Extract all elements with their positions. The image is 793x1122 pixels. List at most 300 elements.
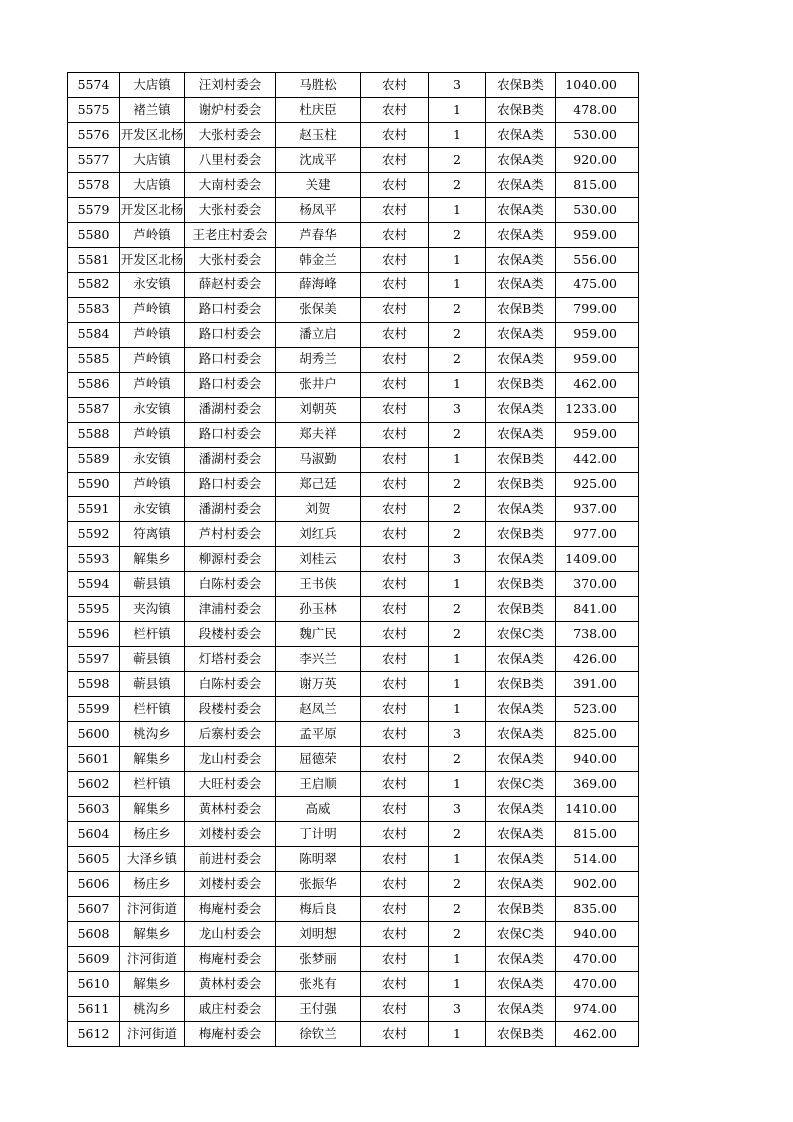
household-count-cell: 2 bbox=[429, 222, 486, 247]
serial-cell: 5592 bbox=[68, 522, 120, 547]
village-cell: 白陈村委会 bbox=[185, 572, 276, 597]
insurance-category-cell: 农保A类 bbox=[486, 147, 556, 172]
village-cell: 芦村村委会 bbox=[185, 522, 276, 547]
area-type-cell: 农村 bbox=[361, 822, 429, 847]
person-name-cell: 陈明翠 bbox=[276, 847, 361, 872]
town-cell: 芦岭镇 bbox=[120, 347, 185, 372]
village-cell: 刘楼村委会 bbox=[185, 822, 276, 847]
amount-cell: 462.00 bbox=[556, 1021, 639, 1046]
area-type-cell: 农村 bbox=[361, 397, 429, 422]
person-name-cell: 王付强 bbox=[276, 996, 361, 1021]
serial-cell: 5601 bbox=[68, 747, 120, 772]
household-count-cell: 2 bbox=[429, 522, 486, 547]
town-cell: 芦岭镇 bbox=[120, 297, 185, 322]
area-type-cell: 农村 bbox=[361, 872, 429, 897]
person-name-cell: 孙玉林 bbox=[276, 597, 361, 622]
household-count-cell: 2 bbox=[429, 822, 486, 847]
table-row bbox=[68, 497, 639, 522]
serial-cell: 5610 bbox=[68, 971, 120, 996]
area-type-cell: 农村 bbox=[361, 347, 429, 372]
insurance-category-cell: 农保B类 bbox=[486, 73, 556, 98]
insurance-category-cell: 农保C类 bbox=[486, 921, 556, 946]
village-cell: 柳源村委会 bbox=[185, 547, 276, 572]
person-name-cell: 刘桂云 bbox=[276, 547, 361, 572]
household-count-cell: 1 bbox=[429, 247, 486, 272]
amount-cell: 462.00 bbox=[556, 372, 639, 397]
household-count-cell: 1 bbox=[429, 272, 486, 297]
table-row bbox=[68, 372, 639, 397]
serial-cell: 5578 bbox=[68, 172, 120, 197]
village-cell: 黄林村委会 bbox=[185, 971, 276, 996]
table-row bbox=[68, 447, 639, 472]
table-row bbox=[68, 722, 639, 747]
town-cell: 桃沟乡 bbox=[120, 722, 185, 747]
area-type-cell: 农村 bbox=[361, 172, 429, 197]
household-count-cell: 2 bbox=[429, 172, 486, 197]
person-name-cell: 谢万英 bbox=[276, 672, 361, 697]
amount-cell: 738.00 bbox=[556, 622, 639, 647]
table-row bbox=[68, 747, 639, 772]
insurance-category-cell: 农保B类 bbox=[486, 522, 556, 547]
table-row bbox=[68, 522, 639, 547]
town-cell: 开发区北杨 bbox=[120, 247, 185, 272]
village-cell: 龙山村委会 bbox=[185, 921, 276, 946]
household-count-cell: 2 bbox=[429, 147, 486, 172]
insurance-category-cell: 农保A类 bbox=[486, 172, 556, 197]
insurance-category-cell: 农保A类 bbox=[486, 322, 556, 347]
village-cell: 大张村委会 bbox=[185, 247, 276, 272]
person-name-cell: 赵凤兰 bbox=[276, 697, 361, 722]
insurance-category-cell: 农保B类 bbox=[486, 447, 556, 472]
area-type-cell: 农村 bbox=[361, 422, 429, 447]
insurance-category-cell: 农保B类 bbox=[486, 572, 556, 597]
amount-cell: 940.00 bbox=[556, 747, 639, 772]
village-cell: 刘楼村委会 bbox=[185, 872, 276, 897]
area-type-cell: 农村 bbox=[361, 772, 429, 797]
serial-cell: 5593 bbox=[68, 547, 120, 572]
insurance-category-cell: 农保A类 bbox=[486, 822, 556, 847]
village-cell: 段楼村委会 bbox=[185, 697, 276, 722]
table-row bbox=[68, 222, 639, 247]
town-cell: 大店镇 bbox=[120, 172, 185, 197]
area-type-cell: 农村 bbox=[361, 996, 429, 1021]
household-count-cell: 1 bbox=[429, 447, 486, 472]
town-cell: 杨庄乡 bbox=[120, 872, 185, 897]
village-cell: 段楼村委会 bbox=[185, 622, 276, 647]
town-cell: 蕲县镇 bbox=[120, 572, 185, 597]
amount-cell: 902.00 bbox=[556, 872, 639, 897]
village-cell: 潘湖村委会 bbox=[185, 447, 276, 472]
town-cell: 汴河街道 bbox=[120, 1021, 185, 1046]
area-type-cell: 农村 bbox=[361, 722, 429, 747]
village-cell: 路口村委会 bbox=[185, 372, 276, 397]
area-type-cell: 农村 bbox=[361, 547, 429, 572]
town-cell: 开发区北杨 bbox=[120, 122, 185, 147]
table-row bbox=[68, 872, 639, 897]
serial-cell: 5585 bbox=[68, 347, 120, 372]
insurance-category-cell: 农保C类 bbox=[486, 772, 556, 797]
table-row bbox=[68, 122, 639, 147]
amount-cell: 556.00 bbox=[556, 247, 639, 272]
household-count-cell: 1 bbox=[429, 122, 486, 147]
serial-cell: 5605 bbox=[68, 847, 120, 872]
amount-cell: 977.00 bbox=[556, 522, 639, 547]
town-cell: 大泽乡镇 bbox=[120, 847, 185, 872]
table-row bbox=[68, 73, 639, 98]
person-name-cell: 王启顺 bbox=[276, 772, 361, 797]
person-name-cell: 王书侠 bbox=[276, 572, 361, 597]
town-cell: 开发区北杨 bbox=[120, 197, 185, 222]
amount-cell: 815.00 bbox=[556, 822, 639, 847]
village-cell: 汪刘村委会 bbox=[185, 73, 276, 98]
person-name-cell: 韩金兰 bbox=[276, 247, 361, 272]
amount-cell: 920.00 bbox=[556, 147, 639, 172]
amount-cell: 925.00 bbox=[556, 472, 639, 497]
serial-cell: 5590 bbox=[68, 472, 120, 497]
area-type-cell: 农村 bbox=[361, 322, 429, 347]
table-row bbox=[68, 772, 639, 797]
person-name-cell: 刘朝英 bbox=[276, 397, 361, 422]
town-cell: 栏杆镇 bbox=[120, 772, 185, 797]
village-cell: 后寨村委会 bbox=[185, 722, 276, 747]
household-count-cell: 2 bbox=[429, 896, 486, 921]
household-count-cell: 2 bbox=[429, 872, 486, 897]
person-name-cell: 芦春华 bbox=[276, 222, 361, 247]
person-name-cell: 李兴兰 bbox=[276, 647, 361, 672]
serial-cell: 5612 bbox=[68, 1021, 120, 1046]
town-cell: 杨庄乡 bbox=[120, 822, 185, 847]
serial-cell: 5598 bbox=[68, 672, 120, 697]
town-cell: 汴河街道 bbox=[120, 896, 185, 921]
area-type-cell: 农村 bbox=[361, 847, 429, 872]
household-count-cell: 2 bbox=[429, 747, 486, 772]
amount-cell: 470.00 bbox=[556, 971, 639, 996]
person-name-cell: 张振华 bbox=[276, 872, 361, 897]
insurance-category-cell: 农保A类 bbox=[486, 422, 556, 447]
person-name-cell: 郑夫祥 bbox=[276, 422, 361, 447]
insurance-category-cell: 农保A类 bbox=[486, 722, 556, 747]
serial-cell: 5600 bbox=[68, 722, 120, 747]
table-row bbox=[68, 147, 639, 172]
village-cell: 潘湖村委会 bbox=[185, 497, 276, 522]
insurance-category-cell: 农保A类 bbox=[486, 547, 556, 572]
household-count-cell: 1 bbox=[429, 572, 486, 597]
insurance-category-cell: 农保A类 bbox=[486, 197, 556, 222]
area-type-cell: 农村 bbox=[361, 697, 429, 722]
table-row bbox=[68, 472, 639, 497]
town-cell: 永安镇 bbox=[120, 447, 185, 472]
serial-cell: 5609 bbox=[68, 946, 120, 971]
area-type-cell: 农村 bbox=[361, 622, 429, 647]
amount-cell: 530.00 bbox=[556, 197, 639, 222]
insurance-category-cell: 农保A类 bbox=[486, 397, 556, 422]
table-row bbox=[68, 946, 639, 971]
serial-cell: 5580 bbox=[68, 222, 120, 247]
town-cell: 栏杆镇 bbox=[120, 622, 185, 647]
table-row bbox=[68, 247, 639, 272]
person-name-cell: 沈成平 bbox=[276, 147, 361, 172]
village-cell: 梅庵村委会 bbox=[185, 896, 276, 921]
area-type-cell: 农村 bbox=[361, 472, 429, 497]
village-cell: 谢炉村委会 bbox=[185, 97, 276, 122]
table-row bbox=[68, 1021, 639, 1046]
amount-cell: 974.00 bbox=[556, 996, 639, 1021]
area-type-cell: 农村 bbox=[361, 747, 429, 772]
table-row bbox=[68, 622, 639, 647]
area-type-cell: 农村 bbox=[361, 372, 429, 397]
village-cell: 梅庵村委会 bbox=[185, 1021, 276, 1046]
area-type-cell: 农村 bbox=[361, 97, 429, 122]
serial-cell: 5608 bbox=[68, 921, 120, 946]
table-row bbox=[68, 971, 639, 996]
area-type-cell: 农村 bbox=[361, 447, 429, 472]
amount-cell: 841.00 bbox=[556, 597, 639, 622]
roster-body bbox=[68, 73, 639, 1047]
serial-cell: 5602 bbox=[68, 772, 120, 797]
town-cell: 夹沟镇 bbox=[120, 597, 185, 622]
table-row bbox=[68, 422, 639, 447]
village-cell: 灯塔村委会 bbox=[185, 647, 276, 672]
serial-cell: 5588 bbox=[68, 422, 120, 447]
town-cell: 永安镇 bbox=[120, 397, 185, 422]
household-count-cell: 1 bbox=[429, 672, 486, 697]
household-count-cell: 3 bbox=[429, 73, 486, 98]
village-cell: 大张村委会 bbox=[185, 197, 276, 222]
area-type-cell: 农村 bbox=[361, 222, 429, 247]
town-cell: 大店镇 bbox=[120, 147, 185, 172]
amount-cell: 959.00 bbox=[556, 322, 639, 347]
area-type-cell: 农村 bbox=[361, 122, 429, 147]
town-cell: 大店镇 bbox=[120, 73, 185, 98]
town-cell: 永安镇 bbox=[120, 272, 185, 297]
serial-cell: 5583 bbox=[68, 297, 120, 322]
insurance-category-cell: 农保A类 bbox=[486, 996, 556, 1021]
village-cell: 路口村委会 bbox=[185, 322, 276, 347]
area-type-cell: 农村 bbox=[361, 247, 429, 272]
table-row bbox=[68, 397, 639, 422]
table-row bbox=[68, 547, 639, 572]
person-name-cell: 刘贺 bbox=[276, 497, 361, 522]
table-row bbox=[68, 572, 639, 597]
insurance-category-cell: 农保A类 bbox=[486, 872, 556, 897]
amount-cell: 369.00 bbox=[556, 772, 639, 797]
insurance-category-cell: 农保A类 bbox=[486, 847, 556, 872]
amount-cell: 1233.00 bbox=[556, 397, 639, 422]
household-count-cell: 2 bbox=[429, 597, 486, 622]
person-name-cell: 徐钦兰 bbox=[276, 1021, 361, 1046]
insurance-category-cell: 农保A类 bbox=[486, 122, 556, 147]
serial-cell: 5603 bbox=[68, 797, 120, 822]
table-row bbox=[68, 347, 639, 372]
insurance-category-cell: 农保B类 bbox=[486, 97, 556, 122]
table-row bbox=[68, 297, 639, 322]
serial-cell: 5587 bbox=[68, 397, 120, 422]
amount-cell: 1409.00 bbox=[556, 547, 639, 572]
amount-cell: 799.00 bbox=[556, 297, 639, 322]
person-name-cell: 赵玉柱 bbox=[276, 122, 361, 147]
village-cell: 前进村委会 bbox=[185, 847, 276, 872]
insurance-category-cell: 农保A类 bbox=[486, 222, 556, 247]
person-name-cell: 张兆有 bbox=[276, 971, 361, 996]
person-name-cell: 杜庆臣 bbox=[276, 97, 361, 122]
town-cell: 解集乡 bbox=[120, 747, 185, 772]
insurance-category-cell: 农保A类 bbox=[486, 497, 556, 522]
insurance-category-cell: 农保A类 bbox=[486, 347, 556, 372]
amount-cell: 959.00 bbox=[556, 422, 639, 447]
insurance-category-cell: 农保B类 bbox=[486, 372, 556, 397]
household-count-cell: 2 bbox=[429, 422, 486, 447]
serial-cell: 5584 bbox=[68, 322, 120, 347]
person-name-cell: 胡秀兰 bbox=[276, 347, 361, 372]
village-cell: 梅庵村委会 bbox=[185, 946, 276, 971]
person-name-cell: 高威 bbox=[276, 797, 361, 822]
household-count-cell: 3 bbox=[429, 797, 486, 822]
area-type-cell: 农村 bbox=[361, 896, 429, 921]
person-name-cell: 刘红兵 bbox=[276, 522, 361, 547]
town-cell: 解集乡 bbox=[120, 921, 185, 946]
person-name-cell: 张井户 bbox=[276, 372, 361, 397]
insurance-category-cell: 农保A类 bbox=[486, 647, 556, 672]
person-name-cell: 刘明想 bbox=[276, 921, 361, 946]
serial-cell: 5575 bbox=[68, 97, 120, 122]
person-name-cell: 梅后良 bbox=[276, 896, 361, 921]
table-row bbox=[68, 797, 639, 822]
household-count-cell: 2 bbox=[429, 497, 486, 522]
area-type-cell: 农村 bbox=[361, 497, 429, 522]
table-row bbox=[68, 597, 639, 622]
amount-cell: 815.00 bbox=[556, 172, 639, 197]
village-cell: 路口村委会 bbox=[185, 297, 276, 322]
household-count-cell: 1 bbox=[429, 946, 486, 971]
person-name-cell: 薛海峰 bbox=[276, 272, 361, 297]
amount-cell: 514.00 bbox=[556, 847, 639, 872]
area-type-cell: 农村 bbox=[361, 572, 429, 597]
area-type-cell: 农村 bbox=[361, 946, 429, 971]
insurance-category-cell: 农保A类 bbox=[486, 946, 556, 971]
household-count-cell: 3 bbox=[429, 722, 486, 747]
amount-cell: 937.00 bbox=[556, 497, 639, 522]
person-name-cell: 马胜松 bbox=[276, 73, 361, 98]
town-cell: 蕲县镇 bbox=[120, 672, 185, 697]
person-name-cell: 潘立启 bbox=[276, 322, 361, 347]
amount-cell: 470.00 bbox=[556, 946, 639, 971]
household-count-cell: 3 bbox=[429, 547, 486, 572]
village-cell: 戚庄村委会 bbox=[185, 996, 276, 1021]
household-count-cell: 2 bbox=[429, 347, 486, 372]
serial-cell: 5606 bbox=[68, 872, 120, 897]
table-row bbox=[68, 322, 639, 347]
table-row bbox=[68, 272, 639, 297]
household-count-cell: 2 bbox=[429, 472, 486, 497]
area-type-cell: 农村 bbox=[361, 1021, 429, 1046]
serial-cell: 5576 bbox=[68, 122, 120, 147]
insurance-category-cell: 农保B类 bbox=[486, 672, 556, 697]
household-count-cell: 1 bbox=[429, 772, 486, 797]
serial-cell: 5596 bbox=[68, 622, 120, 647]
village-cell: 路口村委会 bbox=[185, 422, 276, 447]
area-type-cell: 农村 bbox=[361, 921, 429, 946]
table-row bbox=[68, 697, 639, 722]
table-row bbox=[68, 847, 639, 872]
household-count-cell: 1 bbox=[429, 1021, 486, 1046]
town-cell: 芦岭镇 bbox=[120, 472, 185, 497]
person-name-cell: 马淑勤 bbox=[276, 447, 361, 472]
town-cell: 桃沟乡 bbox=[120, 996, 185, 1021]
amount-cell: 475.00 bbox=[556, 272, 639, 297]
serial-cell: 5595 bbox=[68, 597, 120, 622]
table-row bbox=[68, 97, 639, 122]
person-name-cell: 屈德荣 bbox=[276, 747, 361, 772]
serial-cell: 5581 bbox=[68, 247, 120, 272]
household-count-cell: 2 bbox=[429, 322, 486, 347]
person-name-cell: 杨凤平 bbox=[276, 197, 361, 222]
village-cell: 白陈村委会 bbox=[185, 672, 276, 697]
town-cell: 解集乡 bbox=[120, 547, 185, 572]
amount-cell: 959.00 bbox=[556, 347, 639, 372]
village-cell: 大张村委会 bbox=[185, 122, 276, 147]
household-count-cell: 1 bbox=[429, 97, 486, 122]
town-cell: 芦岭镇 bbox=[120, 222, 185, 247]
amount-cell: 835.00 bbox=[556, 896, 639, 921]
insurance-category-cell: 农保B类 bbox=[486, 896, 556, 921]
area-type-cell: 农村 bbox=[361, 297, 429, 322]
person-name-cell: 张保美 bbox=[276, 297, 361, 322]
town-cell: 芦岭镇 bbox=[120, 372, 185, 397]
serial-cell: 5594 bbox=[68, 572, 120, 597]
area-type-cell: 农村 bbox=[361, 73, 429, 98]
amount-cell: 523.00 bbox=[556, 697, 639, 722]
insurance-category-cell: 农保A类 bbox=[486, 697, 556, 722]
insurance-category-cell: 农保A类 bbox=[486, 247, 556, 272]
area-type-cell: 农村 bbox=[361, 597, 429, 622]
village-cell: 潘湖村委会 bbox=[185, 397, 276, 422]
amount-cell: 959.00 bbox=[556, 222, 639, 247]
town-cell: 汴河街道 bbox=[120, 946, 185, 971]
insurance-category-cell: 农保B类 bbox=[486, 1021, 556, 1046]
household-count-cell: 2 bbox=[429, 622, 486, 647]
area-type-cell: 农村 bbox=[361, 647, 429, 672]
amount-cell: 1410.00 bbox=[556, 797, 639, 822]
area-type-cell: 农村 bbox=[361, 672, 429, 697]
village-cell: 薛赵村委会 bbox=[185, 272, 276, 297]
household-count-cell: 1 bbox=[429, 697, 486, 722]
amount-cell: 426.00 bbox=[556, 647, 639, 672]
table-row bbox=[68, 822, 639, 847]
serial-cell: 5582 bbox=[68, 272, 120, 297]
town-cell: 芦岭镇 bbox=[120, 422, 185, 447]
table-row bbox=[68, 921, 639, 946]
area-type-cell: 农村 bbox=[361, 522, 429, 547]
household-count-cell: 1 bbox=[429, 971, 486, 996]
serial-cell: 5599 bbox=[68, 697, 120, 722]
town-cell: 解集乡 bbox=[120, 971, 185, 996]
village-cell: 路口村委会 bbox=[185, 347, 276, 372]
village-cell: 王老庄村委会 bbox=[185, 222, 276, 247]
amount-cell: 370.00 bbox=[556, 572, 639, 597]
serial-cell: 5597 bbox=[68, 647, 120, 672]
village-cell: 黄林村委会 bbox=[185, 797, 276, 822]
amount-cell: 391.00 bbox=[556, 672, 639, 697]
town-cell: 蕲县镇 bbox=[120, 647, 185, 672]
serial-cell: 5574 bbox=[68, 73, 120, 98]
table-row bbox=[68, 647, 639, 672]
person-name-cell: 丁计明 bbox=[276, 822, 361, 847]
household-count-cell: 1 bbox=[429, 847, 486, 872]
area-type-cell: 农村 bbox=[361, 197, 429, 222]
table-row bbox=[68, 896, 639, 921]
village-cell: 八里村委会 bbox=[185, 147, 276, 172]
town-cell: 符离镇 bbox=[120, 522, 185, 547]
